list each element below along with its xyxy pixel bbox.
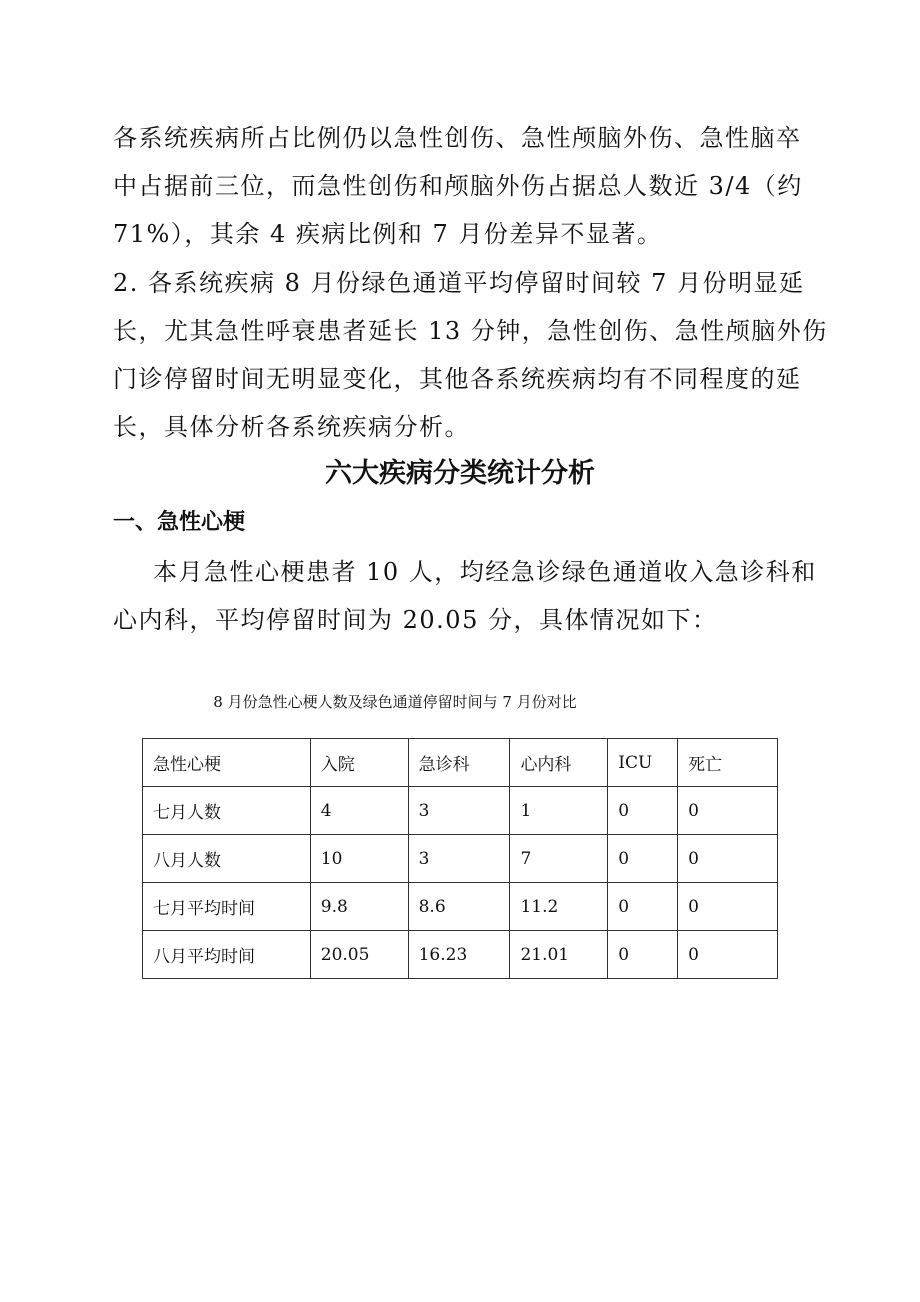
- paragraph-2-line: 长，具体分析各系统疾病分析。: [113, 413, 470, 441]
- table-cell: 21.01: [510, 931, 608, 979]
- table-cell: 七月人数: [143, 787, 311, 835]
- table-cell: 3: [408, 835, 510, 883]
- table-cell: 11.2: [510, 883, 608, 931]
- paragraph-1-line: 各系统疾病所占比例仍以急性创伤、急性颅脑外伤、急性脑卒: [113, 124, 802, 152]
- paragraph-3-line: 心内科，平均停留时间为 20.05 分，具体情况如下：: [113, 606, 718, 634]
- table-header-cell: ICU: [608, 739, 678, 787]
- section-heading: 六大疾病分类统计分析: [325, 458, 595, 489]
- table-cell: 0: [608, 835, 678, 883]
- table-cell: 0: [608, 931, 678, 979]
- paragraph-3: [113, 548, 817, 644]
- table-cell: 9.8: [310, 883, 408, 931]
- paragraph-3-line: 本月急性心梗患者 10 人，均经急诊绿色通道收入急诊科和: [153, 558, 817, 586]
- table-cell: 3: [408, 787, 510, 835]
- table-cell: 八月人数: [143, 835, 311, 883]
- table-row: [143, 787, 778, 835]
- table-cell: 0: [678, 787, 778, 835]
- table-cell: 0: [678, 883, 778, 931]
- table-cell: 20.05: [310, 931, 408, 979]
- table-cell: 16.23: [408, 931, 510, 979]
- table-cell: 0: [678, 835, 778, 883]
- table-cell: 4: [310, 787, 408, 835]
- table-header-row: [143, 739, 778, 787]
- paragraph-1-line: 中占据前三位，而急性创伤和颅脑外伤占据总人数近 3/4（约: [113, 172, 803, 200]
- table-header-cell: 心内科: [510, 739, 608, 787]
- table-row: [143, 835, 778, 883]
- table-cell: 0: [608, 787, 678, 835]
- table-header-cell: 入院: [310, 739, 408, 787]
- table-cell: 1: [510, 787, 608, 835]
- table-cell: 7: [510, 835, 608, 883]
- table-cell: 0: [608, 883, 678, 931]
- table-cell: 七月平均时间: [143, 883, 311, 931]
- paragraph-2: [113, 259, 828, 451]
- table-cell: 0: [678, 931, 778, 979]
- paragraph-2-line: 门诊停留时间无明显变化，其他各系统疾病均有不同程度的延: [113, 365, 802, 393]
- paragraph-2-line: 2. 各系统疾病 8 月份绿色通道平均停留时间较 7 月份明显延: [113, 269, 805, 297]
- paragraph-1: [113, 114, 803, 258]
- table-header-cell: 急诊科: [408, 739, 510, 787]
- table-row: [143, 931, 778, 979]
- table-cell: 八月平均时间: [143, 931, 311, 979]
- paragraph-2-line: 长，尤其急性呼衰患者延长 13 分钟，急性创伤、急性颅脑外伤: [113, 317, 828, 345]
- table-cell: 10: [310, 835, 408, 883]
- table-header-cell: 急性心梗: [143, 739, 311, 787]
- table-row: [143, 883, 778, 931]
- paragraph-1-line: 71%），其余 4 疾病比例和 7 月份差异不显著。: [113, 220, 663, 248]
- table-cell: 8.6: [408, 883, 510, 931]
- comparison-table: [142, 738, 778, 979]
- table-header-cell: 死亡: [678, 739, 778, 787]
- table-caption: 8 月份急性心梗人数及绿色通道停留时间与 7 月份对比: [213, 693, 577, 711]
- subsection-title: 一、急性心梗: [113, 510, 246, 535]
